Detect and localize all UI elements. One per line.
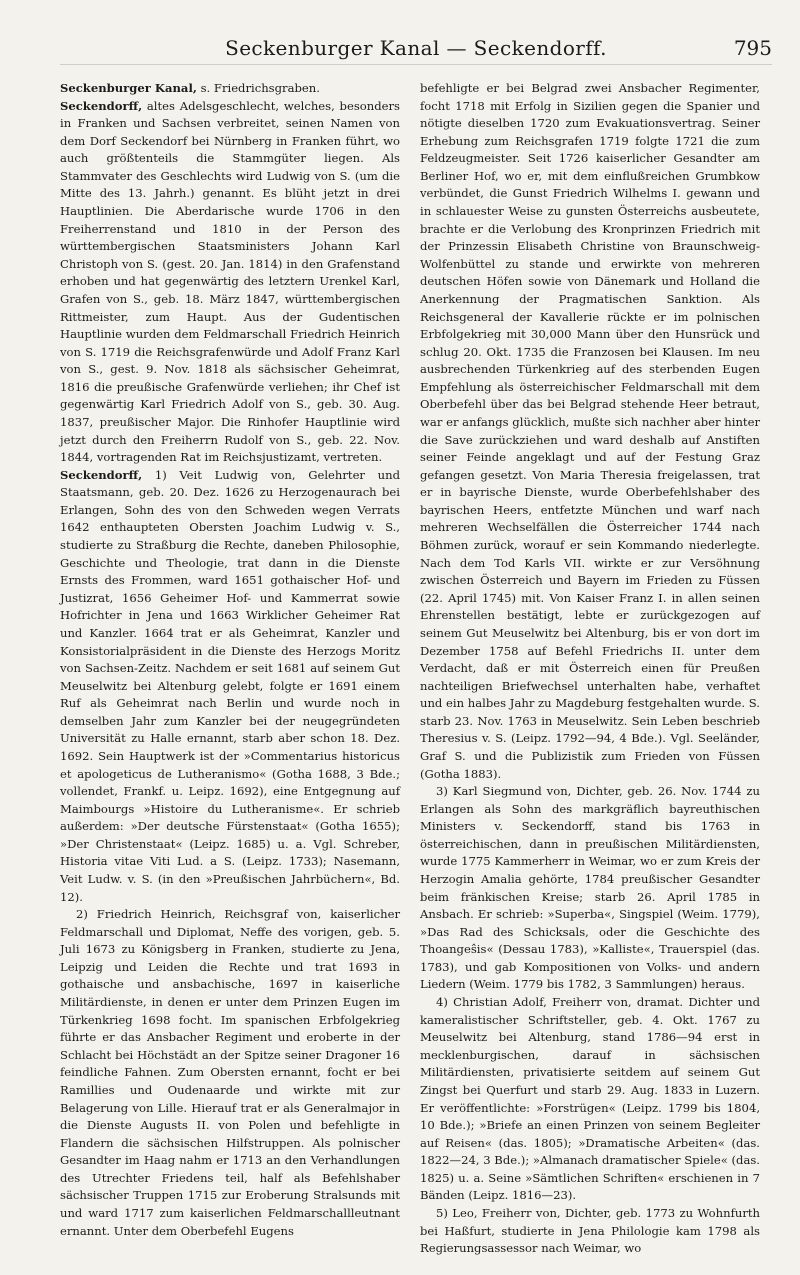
entry-headword: Seckendorff, — [60, 467, 143, 482]
page-header — [60, 34, 772, 65]
subentry-friedrich-heinrich — [60, 906, 400, 1240]
entry-headword: Seckenburger Kanal, — [60, 81, 197, 95]
entry-text: 4) Christian Adolf, Freiherr von, dramat. Dichter und kameralistischer Schriftsteller, geb. 4. Okt. 1767 zu Meuselwitz bei Altenburg, stand 1786—94 erst in mecklenburgischen, darauf in sächsischen Militärdiensten, privatisierte seitdem auf seinem Gut Zingst bei Querfurt und starb 29. Aug. 1833 in Luzern. Er veröffentlichte: »Forstrügen« (Leipz. 1799 bis 1804, 10 Bde.); »Briefe an einen Prinzen von seinem Begleiter auf Reisen« (das. 1805); »Dramatische Arbeiten« (das. 1822—24, 3 Bde.); »Almanach dramatischer Spiele« (das. 1825) u. a. Seine »Sämtlichen Schriften« erschienen in 7 Bänden (Leipz. 1816—23). — [420, 995, 760, 1203]
entry-seckenburger-kanal — [60, 80, 400, 98]
entry-seckendorff-family — [60, 98, 400, 467]
left-column — [60, 80, 400, 1240]
page-number: 795 — [733, 36, 772, 60]
entry-headword: Seckendorff, — [60, 98, 143, 113]
subentry-leo — [420, 1205, 760, 1258]
entry-text: 5) Leo, Freiherr von, Dichter, geb. 1773 zu Wohnfurth bei Haßfurt, studierte in Jena Philologie kam 1798 als Regierungsassessor nach Weimar, wo — [420, 1206, 760, 1256]
entry-text: 1) Veit Ludwig von, Gelehrter und Staatsmann, geb. 20. Dez. 1626 zu Herzogenaurach bei Erlangen, Sohn des von den Schweden wegen Verrats 1642 enthaupteten Obersten Joachim Ludwig v. S., studierte zu Straßburg die Rechte, daneben Philosophie, Geschichte und Theologie, trat dann in die Dienste Ernsts des Frommen, ward 1651 gothaischer Hof- und Justizrat, 1656 Geheimer Hof- und Kammerrat sowie Hofrichter in Jena und 1663 Wirklicher Geheimer Rat und Kanzler. 1664 trat er als Geheimrat, Kanzler und Konsistorialpräsident in die Dienste des Herzogs Moritz von Sachsen-Zeitz. Nachdem er seit 1681 auf seinem Gut Meuselwitz bei Altenburg gelebt, folgte er 1691 einem Ruf als Geheimrat nach Berlin und wurde noch in demselben Jahr zum Kanzler bei der neugegründeten Universität zu Halle ernannt, starb aber schon 18. Dez. 1692. Sein Hauptwerk ist der »Commentarius historicus et apologeticus de Lutheranismo« (Gotha 1688, 3 Bde.; vollendet, Frankf. u. Leipz. 1692), eine Entgegnung auf Maimbourgs »Histoire du Lutheranisme«. Er schrieb außerdem: »Der deutsche Fürstenstaat« (Gotha 1655); »Der Christenstaat« (Leipz. 1685) u. a. Vgl. Schreber, Historia vitae Viti Lud. a S. (Leipz. 1733); Nasemann, Veit Ludw. v. S. (in den »Preußischen Jahrbüchern«, Bd. 12). — [60, 467, 400, 904]
entry-seckendorff-persons — [60, 467, 400, 906]
entry-text: 2) Friedrich Heinrich, Reichsgraf von, kaiserlicher Feldmarschall und Diplomat, Neffe des vorigen, geb. 5. Juli 1673 zu Königsberg in Franken, studierte zu Jena, Leipzig und Leiden die Rechte und trat 1693 in gothaische und ansbachische, 1697 in kaiserliche Militärdienste, in denen er unter dem Prinzen Eugen im Türkenkrieg 1698 focht. Im spanischen Erbfolgekrieg führte er das Ansbacher Regiment und eroberte in der Schlacht bei Höchstädt an der Spitze seiner Dragoner 16 feindliche Fahnen. Zum Obersten ernannt, focht er bei Ramillies und Oudenaarde und wirkte mit zur Belagerung von Lille. Hierauf trat er als Generalmajor in die Dienste Augusts II. von Polen und befehligte in Flandern die sächsischen Hilfstruppen. Als polnischer Gesandter im Haag nahm er 1713 an den Verhandlungen des Utrechter Friedens teil, half als Befehlshaber sächsischer Truppen 1715 zur Eroberung Stralsunds mit und ward 1717 zum kaiserlichen Feldmarschallleutnant ernannt. Unter dem Oberbefehl Eugens — [60, 907, 400, 1238]
subentry-karl-siegmund — [420, 783, 760, 994]
entry-text: s. Friedrichsgraben. — [196, 81, 320, 95]
subentry-christian-adolf — [420, 994, 760, 1205]
entry-text: befehligte er bei Belgrad zwei Ansbacher Regimenter, focht 1718 mit Erfolg in Sizilien gegen die Spanier und nötigte dieselben 1720 zum Evakuationsvertrag. Seiner Erhebung zum Reichsgrafen 1719 folgte 1721 die zum Feldzeugmeister. Seit 1726 kaiserlicher Gesandter am Berliner Hof, wo er, mit dem einflußreichen Grumbkow verbündet, die Gunst Friedrich Wilhelms I. gewann und in schlauester Weise zu gunsten Österreichs ausbeutete, brachte er die Verlobung des Kronprinzen Friedrich mit der Prinzessin Elisabeth Christine von Braunschweig-Wolfenbüttel zu stande und erwirkte von mehreren deutschen Höfen sowie von Dänemark und Holland die Anerkennung der Pragmatischen Sanktion. Als Reichsgeneral der Kavallerie rückte er im polnischen Erbfolgekrieg mit 30,000 Mann über den Hunsrück und schlug 20. Okt. 1735 die Franzosen bei Klausen. Im neu ausbrechenden Türkenkrieg auf des sterbenden Eugen Empfehlung als österreichischer Feldmarschall mit dem Oberbefehl über das bei Belgrad stehende Heer betraut, war er anfangs glücklich, mußte sich nachher aber hinter die Save zurückziehen und ward deshalb auf Anstiften seiner Feinde angeklagt und auf der Festung Graz gefangen gesetzt. Von Maria Theresia freigelassen, trat er in bayrische Dienste, wurde Oberbefehlshaber des bayrischen Heers, entfetzte München und warf nach mehreren Wechselfällen die Österreicher 1744 nach Böhmen zurück, worauf er sein Kommando niederlegte. Nach dem Tod Karls VII. wirkte er zur Versöhnung zwischen Österreich und Bayern im Frieden zu Füssen (22. April 1745) mit. Von Kaiser Franz I. in allen seinen Ehrenstellen bestätigt, lebte er zurückgezogen auf seinem Gut Meuselwitz bei Altenburg, bis er von dort im Dezember 1758 auf Befehl Friedrichs II. unter dem Verdacht, daß er mit Österreich einen für Preußen nachteiligen Briefwechsel unterhalten habe, verhaftet und ein halbes Jahr zu Magdeburg festgehalten wurde. S. starb 23. Nov. 1763 in Meuselwitz. Sein Leben beschrieb Theresius v. S. (Leipz. 1792—94, 4 Bde.). Vgl. Seeländer, Graf S. und die Publizistik zum Frieden von Füssen (Gotha 1883). — [420, 81, 760, 781]
subentry-continuation — [420, 80, 760, 783]
entry-text: altes Adelsgeschlecht, welches, besonders in Franken und Sachsen verbreitet, seinen Namen von dem Dorf Seckendorf bei Nürnberg in Franken führt, wo auch größtenteils die Stammgüter liegen. Als Stammvater des Geschlechts wird Ludwig von S. (um die Mitte des 13. Jahrh.) genannt. Es blüht jetzt in drei Hauptlinien. Die Aberdarische wurde 1706 in den Freiherrenstand und 1810 in der Person des württembergischen Staatsministers Johann Karl Christoph von S. (gest. 20. Jan. 1814) in den Grafenstand erhoben und hat gegenwärtig des letztern Urenkel Karl, Grafen von S., geb. 18. März 1847, württembergischen Rittmeister, zum Haupt. Aus der Gudentischen Hauptlinie wurden dem Feldmarschall Friedrich Heinrich von S. 1719 die Reichsgrafenwürde und Adolf Franz Karl von S., gest. 9. Nov. 1818 als sächsischer Geheimrat, 1816 die preußische Grafenwürde verliehen; ihr Chef ist gegenwärtig Karl Friedrich Adolf von S., geb. 30. Aug. 1837, preußischer Major. Die Rinhofer Hauptlinie wird jetzt durch den Freiherrn Rudolf von S., geb. 22. Nov. 1844, vortragenden Rat im Reichsjustizamt, vertreten. — [60, 98, 400, 465]
running-title: Seckenburger Kanal — Seckendorff. — [225, 36, 607, 60]
entry-text: 3) Karl Siegmund von, Dichter, geb. 26. Nov. 1744 zu Erlangen als Sohn des markgräflich bayreuthischen Ministers v. Seckendorff, stand bis 1763 in österreichischen, dann in preußischen Militärdiensten, wurde 1775 Kammerherr in Weimar, wo er zum Kreis der Herzogin Amalia gehörte, 1784 preußischer Gesandter beim fränkischen Kreise; starb 26. April 1785 in Ansbach. Er schrieb: »Superba«, Singspiel (Weim. 1779), »Das Rad des Schicksals, oder die Geschichte des Thoangeŝis« (Dessau 1783), »Kalliste«, Trauerspiel (das. 1783), und gab Kompositionen von Volks- und andern Liedern (Weim. 1779 bis 1782, 3 Sammlungen) heraus. — [420, 784, 760, 992]
right-column — [420, 80, 760, 1258]
